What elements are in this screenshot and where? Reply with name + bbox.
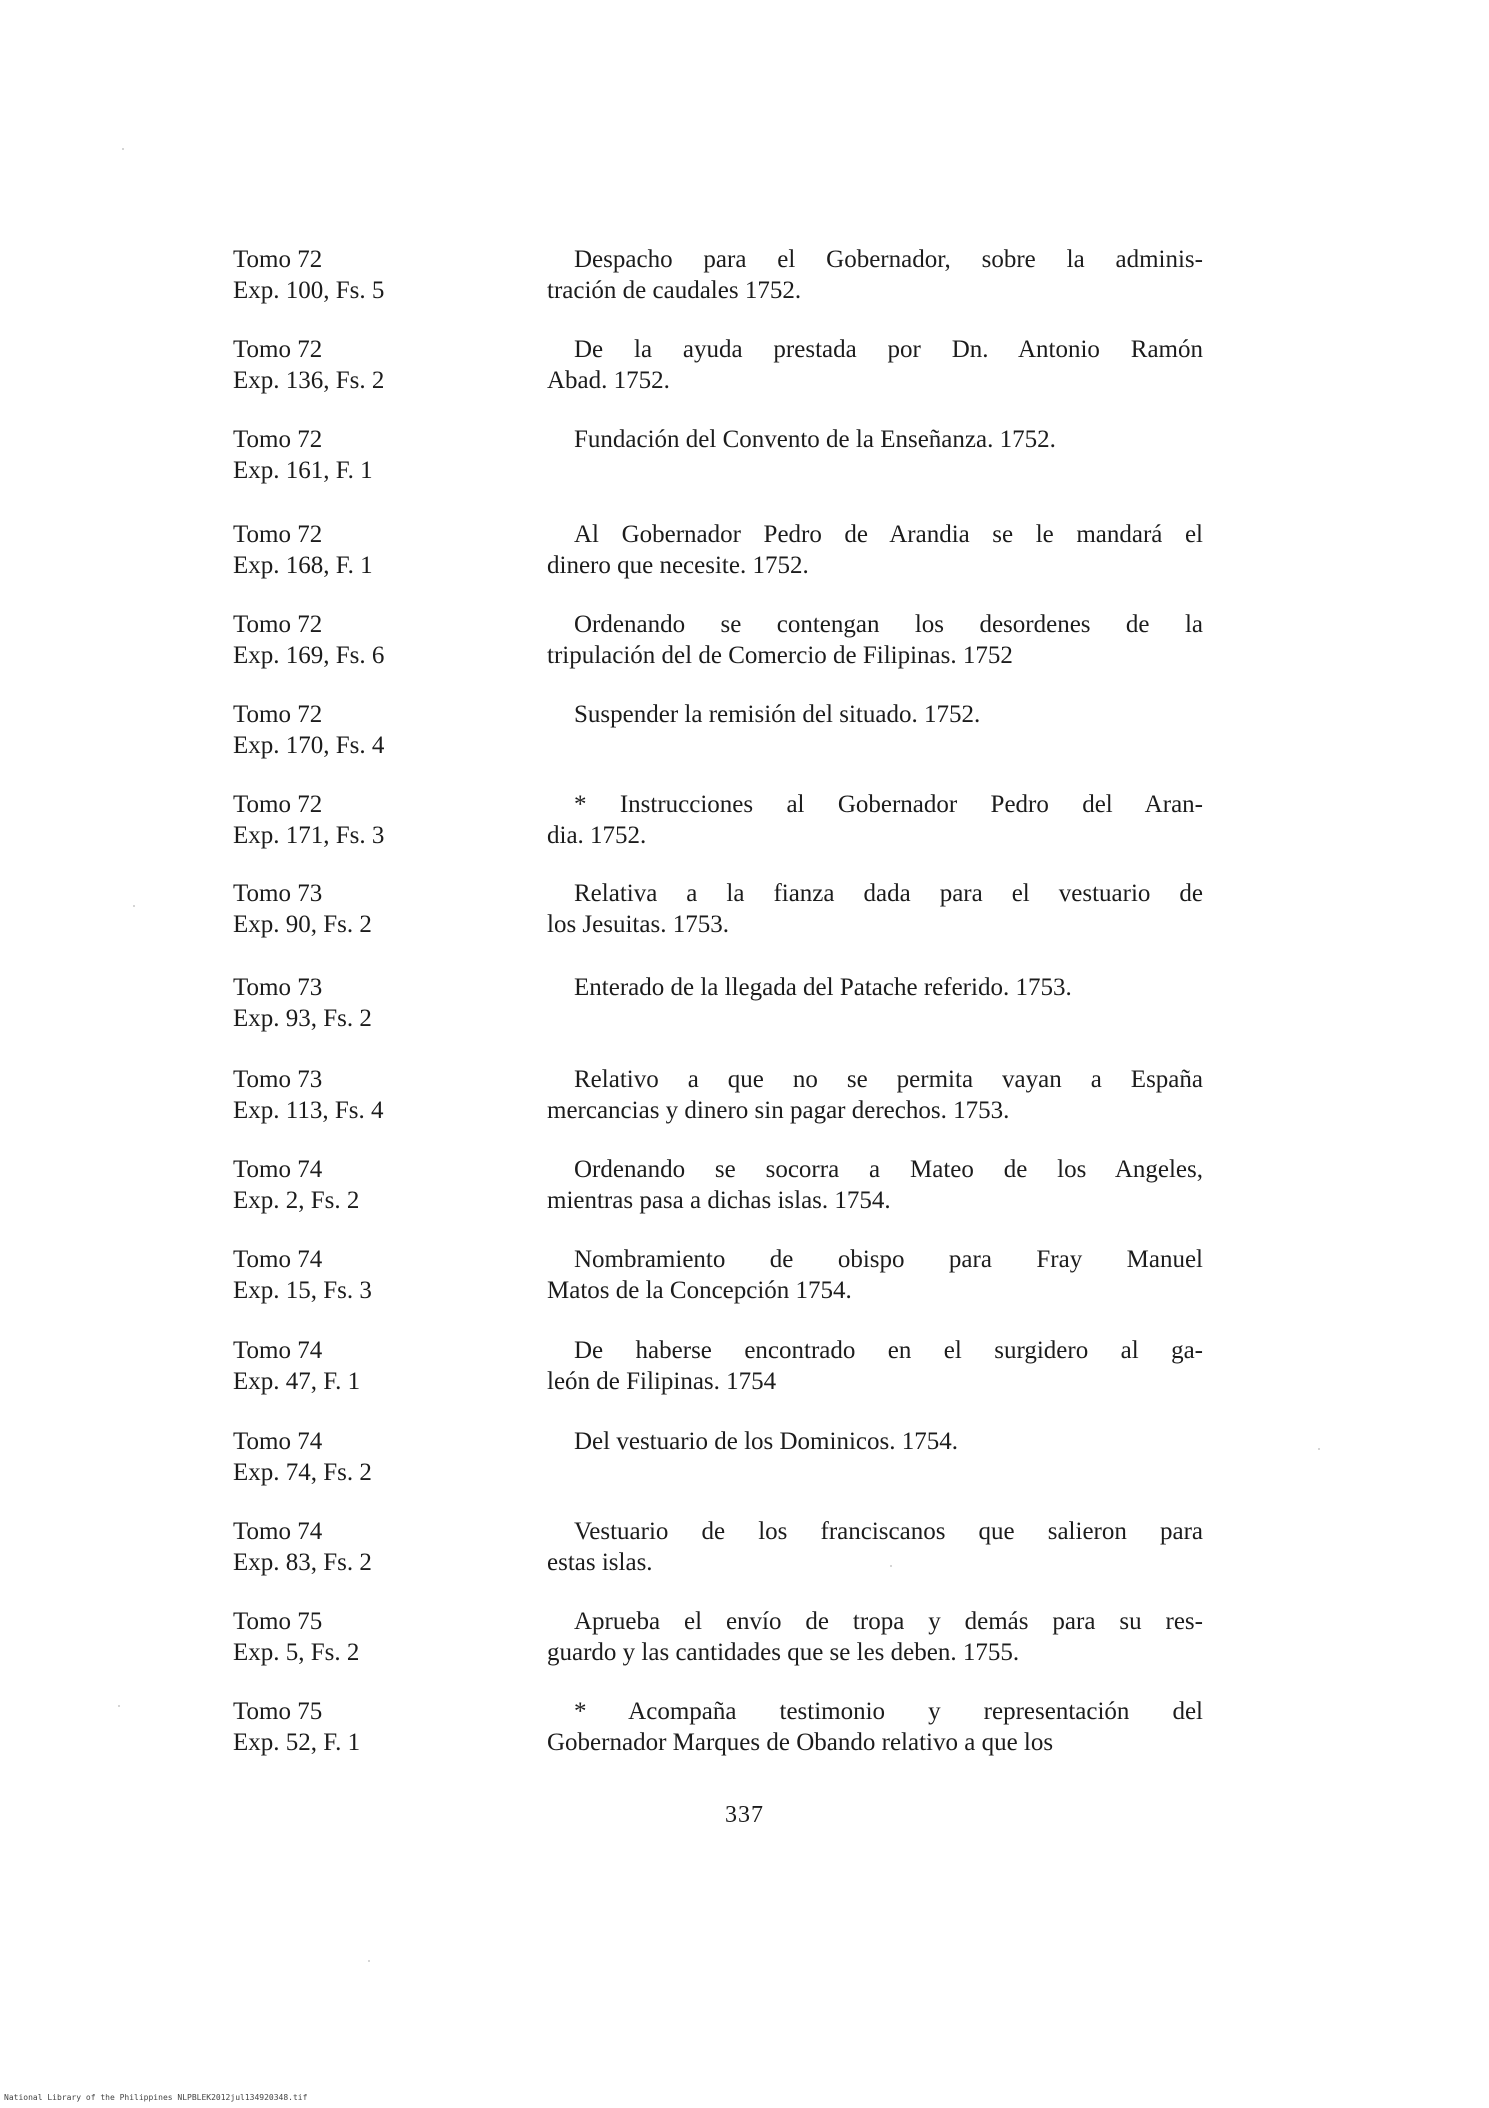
expediente-label: Exp. 47, F. 1	[233, 1368, 361, 1395]
entry-reference	[233, 334, 473, 396]
entry-reference	[233, 789, 473, 851]
expediente-label: Exp. 83, Fs. 2	[233, 1549, 372, 1576]
description-line: guardo y las cantidades que se les deben. 1755.	[547, 1639, 1020, 1666]
scan-speck	[890, 1565, 892, 1567]
expediente-label: Exp. 168, F. 1	[233, 552, 373, 579]
entry-description	[547, 1606, 1203, 1668]
expediente-label: Exp. 5, Fs. 2	[233, 1639, 360, 1666]
description-line: * Acompaña testimonio y representación del	[574, 1698, 1203, 1725]
description-line: Suspender la remisión del situado. 1752.	[574, 701, 981, 728]
entry-description	[547, 334, 1203, 396]
scan-speck	[133, 905, 135, 907]
tomo-label: Tomo 73	[233, 974, 323, 1001]
tomo-label: Tomo 74	[233, 1518, 323, 1545]
page-number: 337	[725, 1802, 764, 1828]
entry-reference	[233, 1064, 473, 1126]
tomo-label: Tomo 73	[233, 1066, 323, 1093]
tomo-label: Tomo 72	[233, 701, 323, 728]
entry-reference	[233, 1154, 473, 1216]
entry-reference	[233, 244, 473, 306]
expediente-label: Exp. 52, F. 1	[233, 1729, 361, 1756]
description-line: Gobernador Marques de Obando relativo a que los	[547, 1729, 1054, 1756]
tomo-label: Tomo 72	[233, 791, 323, 818]
entry-description	[547, 789, 1203, 851]
entry-description	[547, 1426, 1203, 1457]
entry-reference	[233, 972, 473, 1034]
description-line: De haberse encontrado en el surgidero al ga-	[574, 1337, 1203, 1364]
expediente-label: Exp. 74, Fs. 2	[233, 1459, 372, 1486]
entry-reference	[233, 699, 473, 761]
expediente-label: Exp. 93, Fs. 2	[233, 1005, 372, 1032]
tomo-label: Tomo 75	[233, 1608, 323, 1635]
entry-reference	[233, 1335, 473, 1397]
entry-description	[547, 244, 1203, 306]
expediente-label: Exp. 136, Fs. 2	[233, 367, 385, 394]
expediente-label: Exp. 2, Fs. 2	[233, 1187, 360, 1214]
entry-description	[547, 1335, 1203, 1397]
scan-speck	[118, 1705, 120, 1707]
description-line: Nombramiento de obispo para Fray Manuel	[574, 1246, 1203, 1273]
description-line: Matos de la Concepción 1754.	[547, 1277, 852, 1304]
entry-description	[547, 878, 1203, 940]
description-line: dinero que necesite. 1752.	[547, 552, 809, 579]
tomo-label: Tomo 74	[233, 1246, 323, 1273]
description-line: Fundación del Convento de la Enseñanza. 1752.	[574, 426, 1056, 453]
expediente-label: Exp. 161, F. 1	[233, 457, 373, 484]
description-line: estas islas.	[547, 1549, 653, 1576]
entry-description	[547, 609, 1203, 671]
tomo-label: Tomo 74	[233, 1156, 323, 1183]
description-line: Enterado de la llegada del Patache referido. 1753.	[574, 974, 1072, 1001]
tomo-label: Tomo 74	[233, 1428, 323, 1455]
description-line: Al Gobernador Pedro de Arandia se le mandará el	[574, 521, 1203, 548]
description-line: Relativa a la fianza dada para el vestuario de	[574, 880, 1203, 907]
entry-description	[547, 972, 1203, 1003]
description-line: Relativo a que no se permita vayan a España	[574, 1066, 1203, 1093]
description-line: tración de caudales 1752.	[547, 277, 802, 304]
description-line: Abad. 1752.	[547, 367, 670, 394]
description-line: dia. 1752.	[547, 822, 647, 849]
description-line: Aprueba el envío de tropa y demás para su res-	[574, 1608, 1203, 1635]
description-line: Ordenando se contengan los desordenes de la	[574, 611, 1203, 638]
entry-description	[547, 1064, 1203, 1126]
tomo-label: Tomo 72	[233, 426, 323, 453]
entry-description	[547, 1696, 1203, 1758]
description-line: mientras pasa a dichas islas. 1754.	[547, 1187, 891, 1214]
tomo-label: Tomo 73	[233, 880, 323, 907]
scan-speck	[122, 148, 124, 150]
expediente-label: Exp. 171, Fs. 3	[233, 822, 385, 849]
entry-description	[547, 519, 1203, 581]
description-line: Ordenando se socorra a Mateo de los Angeles,	[574, 1156, 1203, 1183]
expediente-label: Exp. 100, Fs. 5	[233, 277, 385, 304]
description-line: Vestuario de los franciscanos que salieron para	[574, 1518, 1203, 1545]
description-line: Despacho para el Gobernador, sobre la adminis-	[574, 246, 1203, 273]
description-line: los Jesuitas. 1753.	[547, 911, 729, 938]
entry-reference	[233, 519, 473, 581]
entry-reference	[233, 1606, 473, 1668]
expediente-label: Exp. 15, Fs. 3	[233, 1277, 372, 1304]
expediente-label: Exp. 170, Fs. 4	[233, 732, 385, 759]
scan-footer: National Library of the Philippines NLPBLEK2012jul134920348.tif	[4, 2093, 308, 2102]
entry-reference	[233, 1426, 473, 1488]
scan-speck	[1318, 1448, 1320, 1450]
scan-speck	[368, 1960, 370, 1962]
tomo-label: Tomo 72	[233, 611, 323, 638]
entry-description	[547, 699, 1203, 730]
tomo-label: Tomo 72	[233, 336, 323, 363]
description-line: De la ayuda prestada por Dn. Antonio Ramón	[574, 336, 1203, 363]
entry-reference	[233, 1696, 473, 1758]
description-line: león de Filipinas. 1754	[547, 1368, 777, 1395]
expediente-label: Exp. 113, Fs. 4	[233, 1097, 384, 1124]
entry-description	[547, 424, 1203, 455]
entry-reference	[233, 424, 473, 486]
entry-reference	[233, 1516, 473, 1578]
description-line: mercancias y dinero sin pagar derechos. 1753.	[547, 1097, 1010, 1124]
description-line: tripulación del de Comercio de Filipinas. 1752	[547, 642, 1013, 669]
expediente-label: Exp. 169, Fs. 6	[233, 642, 385, 669]
tomo-label: Tomo 74	[233, 1337, 323, 1364]
description-line: Del vestuario de los Dominicos. 1754.	[574, 1428, 958, 1455]
tomo-label: Tomo 75	[233, 1698, 323, 1725]
description-line: * Instrucciones al Gobernador Pedro del Aran-	[574, 791, 1203, 818]
entry-reference	[233, 878, 473, 940]
entry-reference	[233, 609, 473, 671]
tomo-label: Tomo 72	[233, 521, 323, 548]
tomo-label: Tomo 72	[233, 246, 323, 273]
entry-reference	[233, 1244, 473, 1306]
expediente-label: Exp. 90, Fs. 2	[233, 911, 372, 938]
entry-description	[547, 1244, 1203, 1306]
entry-description	[547, 1154, 1203, 1216]
entry-description	[547, 1516, 1203, 1578]
